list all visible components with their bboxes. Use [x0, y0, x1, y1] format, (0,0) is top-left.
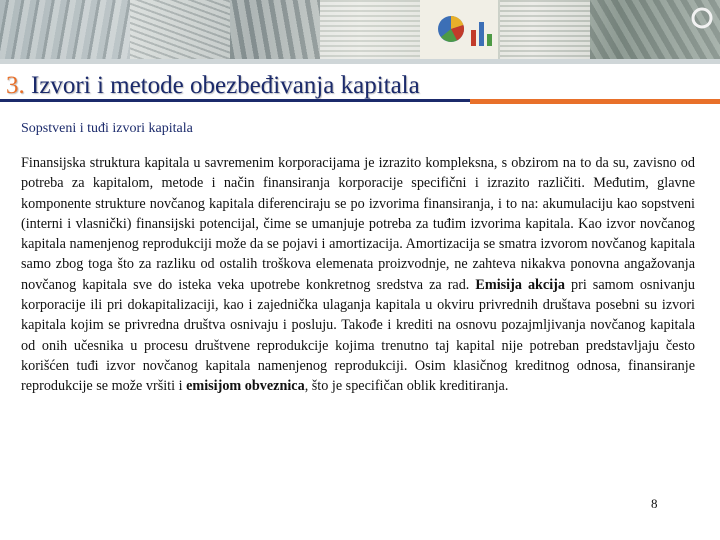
paragraph-bold-term: emisijom obveznica — [186, 378, 305, 395]
pie-chart-icon — [436, 14, 466, 44]
body-paragraph — [21, 153, 695, 397]
paragraph-bold-term: Emisija akcija — [475, 276, 565, 293]
title-underline-blue — [0, 99, 470, 102]
title-text: Izvori i metode obezbeđivanja kapitala — [31, 72, 420, 99]
banner-photo-strip — [130, 0, 230, 60]
page-number: 8 — [651, 496, 658, 511]
ring-icon — [690, 6, 714, 30]
slide-subtitle: Sopstveni i tuđi izvori kapitala — [21, 121, 193, 136]
bar-chart-icon — [470, 16, 494, 46]
banner-newspaper-strip — [500, 0, 590, 60]
slide-title — [6, 70, 420, 102]
title-number: 3. — [6, 72, 25, 99]
paragraph-text: , što je specifičan oblik kreditiranja. — [304, 378, 509, 395]
title-underline-orange — [470, 99, 720, 104]
banner-photo-strip — [230, 0, 320, 60]
banner-ribbon — [0, 59, 720, 64]
paragraph-text: Finansijska struktura kapitala u savremenim korporacijama je izrazito kompleksna, s obzirom na to da su, zavisno od potreba za kapitalom, metode i način finansiranja korporacije specifični i izrazito različiti. Međutim, glavne komponente strukture novčanog kapitala diferenciraju se po izvorima finansiranja, i to na: akumulaciju kao sopstveni (interni i vlasnički) finansijski potencijal, čime se umanjuje potreba za tuđim izvorima kapitala. Kao izvor novčanog kapitala namenjenog reprodukciji može da se pojavi i amortizacija. Amortizacija se smatra izvorom novčanog kapitala samo zbog toga što za razliku od ostalih troškova elemenata proizvodnje, ne zahteva nikakva ponovna angažovanja novčanog kapitala sve do isteka veka upotrebe konkretnog sredstva za rad. — [21, 155, 695, 293]
header-banner — [0, 0, 720, 60]
banner-newspaper-strip — [320, 0, 420, 60]
banner-photo-strip — [0, 0, 130, 60]
paragraph-text: pri samom osnivanju korporacije ili pri dokapitalizaciji, kao i zajednička ulaganja kapitala u okviru privrednih društava posebni su izvori kapitala kojim se privredna društva osnivaju i posluju. Takođe i krediti na osnovu pozajmljivanja novčanog kapitala od onih učesnika u procesu društvene reprodukcije kojima trenutno taj kapital nije potreban predstavljaju često korišćen tuđi izvor novčanog kapitala namenjenog reprodukciji. Osim klasičnog kreditnog odnosa, finansiranje reprodukcije se može vršiti i — [21, 276, 695, 395]
